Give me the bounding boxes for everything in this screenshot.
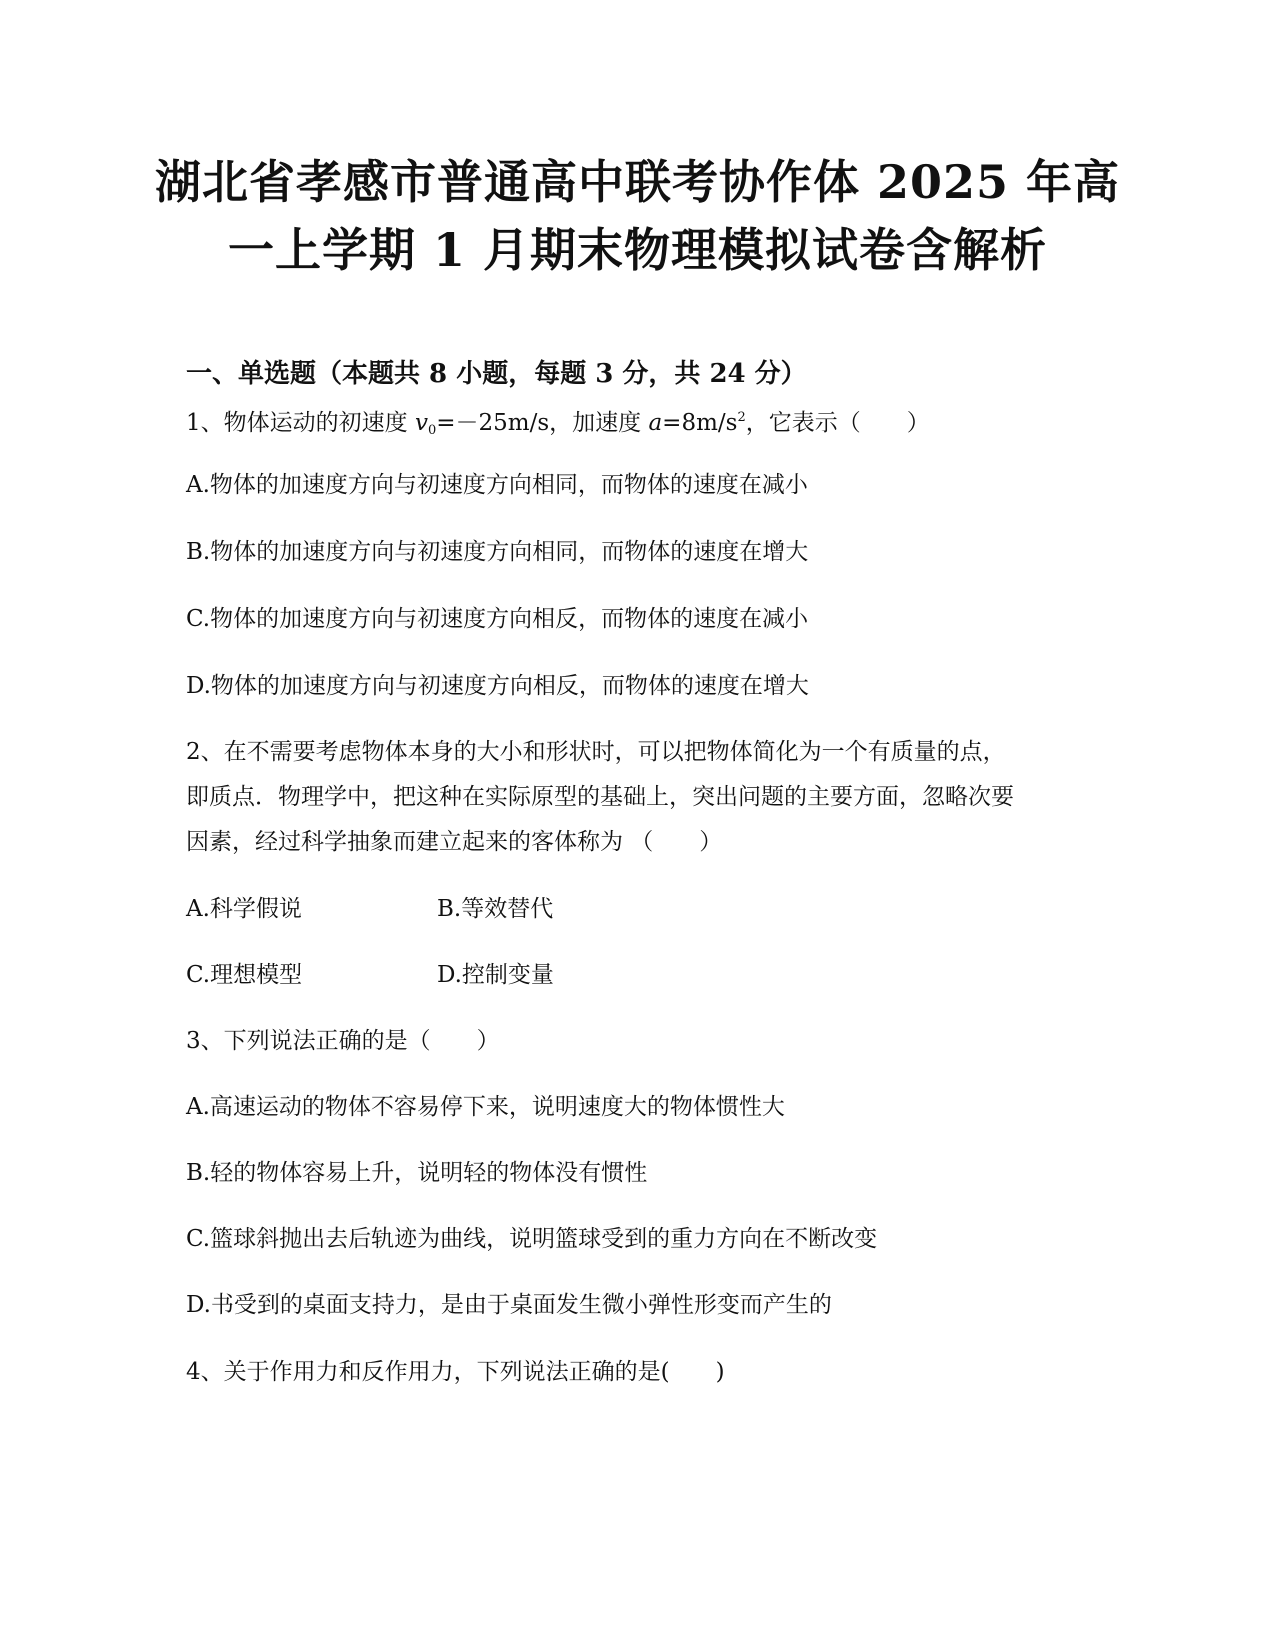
question-2-stem-line-2: 即质点．物理学中，把这种在实际原型的基础上，突出问题的主要方面，忽略次要 (186, 784, 1014, 810)
question-1-option-c: C.物体的加速度方向与初速度方向相反，而物体的速度在减小 (186, 606, 809, 632)
question-1-option-a: A.物体的加速度方向与初速度方向相同，而物体的速度在减小 (186, 472, 808, 498)
q1-a-symbol: a (648, 410, 663, 436)
q1-prefix: 1、物体运动的初速度 (186, 410, 415, 436)
document-title-line-2: 一上学期 1 月期末物理模拟试卷含解析 (227, 223, 1048, 277)
question-3-option-b: B.轻的物体容易上升，说明轻的物体没有惯性 (186, 1160, 648, 1186)
question-2-option-a: A.科学假说 (186, 896, 302, 922)
question-2-option-d: D.控制变量 (437, 962, 554, 988)
question-4-stem: 4、关于作用力和反作用力，下列说法正确的是( ) (186, 1359, 725, 1385)
question-2-option-c: C.理想模型 (186, 962, 303, 988)
question-3-option-a: A.高速运动的物体不容易停下来，说明速度大的物体惯性大 (186, 1094, 785, 1120)
q1-v-subscript: 0 (427, 423, 437, 438)
question-1-option-b: B.物体的加速度方向与初速度方向相同，而物体的速度在增大 (186, 539, 809, 565)
question-2-stem-line-3: 因素，经过科学抽象而建立起来的客体称为 （ ） (186, 829, 723, 855)
question-3-option-c: C.篮球斜抛出去后轨迹为曲线，说明篮球受到的重力方向在不断改变 (186, 1226, 878, 1252)
question-1-option-d: D.物体的加速度方向与初速度方向相反，而物体的速度在增大 (186, 673, 809, 699)
question-2-stem-line-1: 2、在不需要考虑物体本身的大小和形状时，可以把物体简化为一个有质量的点， (186, 739, 1006, 765)
q1-mid2: =8m/s (662, 410, 738, 436)
document-title-line-1: 湖北省孝感市普通高中联考协作体 2025 年高 (154, 155, 1121, 209)
q1-v-symbol: v (414, 410, 428, 436)
q1-suffix: ，它表示（ ） (745, 410, 930, 436)
question-3-option-d: D.书受到的桌面支持力，是由于桌面发生微小弹性形变而产生的 (186, 1292, 832, 1318)
q1-mid1: =－25m/s，加速度 (436, 410, 649, 436)
q1-a-superscript: 2 (737, 410, 746, 425)
question-1-stem (186, 402, 930, 447)
section-header: 一、单选题（本题共 8 小题，每题 3 分，共 24 分） (186, 359, 807, 389)
question-2-option-b: B.等效替代 (437, 896, 554, 922)
question-3-stem: 3、下列说法正确的是（ ） (186, 1028, 500, 1054)
